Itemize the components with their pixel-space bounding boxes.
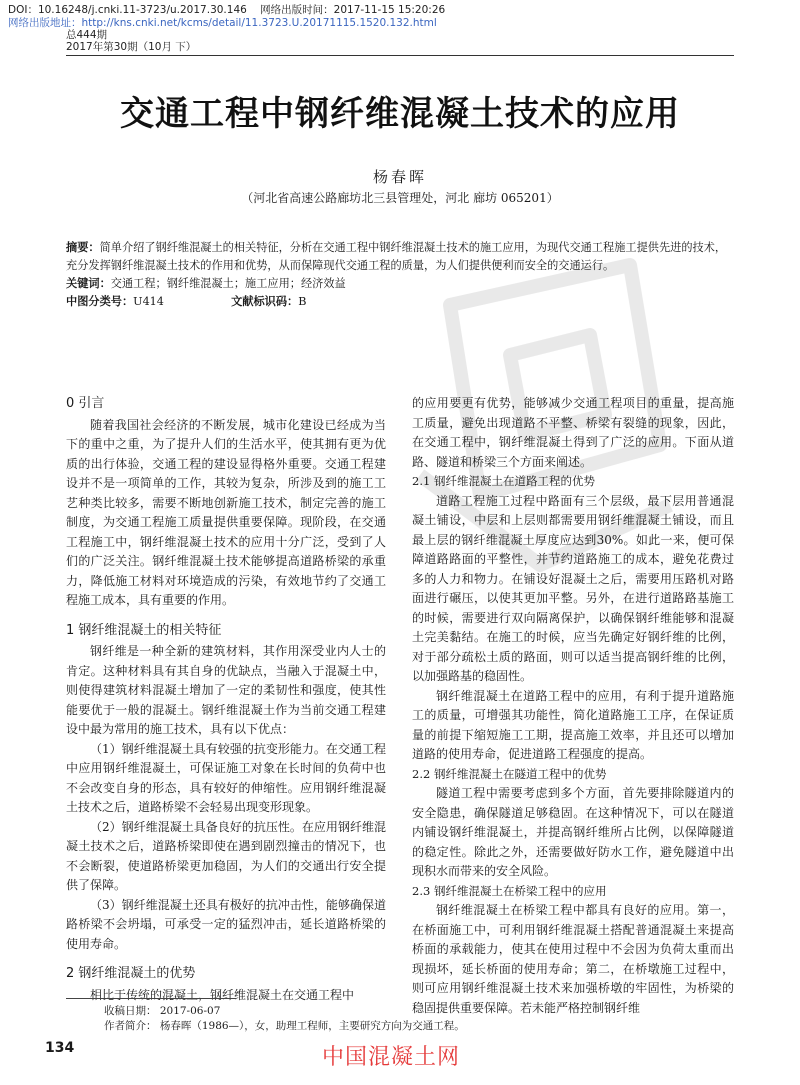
right-column (412, 394, 734, 1018)
section-2-3-heading: 2.3 钢纤维混凝土在桥梁工程中的应用 (412, 883, 607, 898)
section-1-heading: 1 钢纤维混凝土的相关特征 (66, 622, 222, 638)
section-2-heading: 2 钢纤维混凝土的优势 (66, 966, 196, 981)
doc-code-label: 文献标识码： (231, 295, 299, 308)
header-url-line (8, 17, 437, 29)
paragraph: 道路工程施工过程中路面有三个层级，最下层用普通混凝土铺设，中层和上层则都需要用钢纤维混凝土铺设，而且最上层的钢纤维混凝土厚度应达到30%。如此一来，便可保障道路路面的平整性，并节约道路施工的成本，避免花费过多的人力和物力。在铺设好混凝土之后，需要用压路机对路面进行碾压，以使其更加平整。另外，在进行道路路基施工的时候，需要进行双向隔离保护，以确保钢纤维能够和混凝土完美黏结。在施工的时候，应当先确定好钢纤维的比例，对于部分疏松土质的路面，则可以适当提高钢纤维的比例，以加强路基的稳固性。 (412, 493, 734, 683)
paragraph: 随着我国社会经济的不断发展，城市化建设已经成为当下的重中之重，为了提升人们的生活水平，使其拥有更为优质的出行体验，交通工程的建设显得格外重要。交通工程建设并不是一项简单的工作，其较为复杂，所涉及到的施工工艺种类比较多，需要不断地创新施工技术，制定完善的施工制度，为交通工程施工质量提供重要保障。现阶段，在交通工程施工中，钢纤维混凝土技术的应用十分广泛，受到了人们的广泛关注。钢纤维混凝土技术能够提高道路桥梁的承重力，降低施工材料对环境造成的污染，有效地节约了交通工程施工成本，具有重要的作用。 (66, 417, 386, 607)
abstract-block (66, 239, 734, 311)
issue-info: 2017年第30期（10月 下） (66, 41, 197, 53)
clc-label: 中图分类号： (66, 295, 134, 308)
online-url-link[interactable]: http://kns.cnki.net/kcms/detail/11.3723.U.20171115.1520.132.html (81, 17, 437, 29)
paragraph: （2）钢纤维混凝土具备良好的抗压性。在应用钢纤维混凝土技术之后，道路桥梁即使在遇到剧烈撞击的情况下，也不会断裂，使道路桥梁更加稳固，为人们的交通出行安全提供了保障。 (66, 819, 386, 892)
paragraph: （1）钢纤维混凝土具有较强的抗变形能力。在交通工程中应用钢纤维混凝土，可保证施工对象在长时间的负荷中也不会改变自身的形态，具有较好的伸缩性。应用钢纤维混凝土技术之后，道路桥梁不会轻易出现变形现象。 (66, 741, 386, 814)
header-doi-line (8, 4, 445, 16)
url-label: 网络出版地址： (8, 17, 82, 29)
paragraph: 隧道工程中需要考虑到多个方面，首先要排除隧道内的安全隐患，确保隧道足够稳固。在这种情况下，可以在隧道内铺设钢纤维混凝土，并提高钢纤维所占比例，以保障隧道的稳定性。除此之外，还需要做好防水工作，避免隧道中出现积水而带来的安全风险。 (412, 786, 734, 878)
abstract-text: 简单介绍了钢纤维混凝土的相关特征，分析在交通工程中钢纤维混凝土技术的施工应用，为现代交通工程施工提供先进的技术，充分发挥钢纤维混凝土技术的作用和优势，从而保障现代交通工程的质量，为人们提供便利而安全的交通运行。 (66, 241, 727, 272)
total-issue: 总444期 (66, 29, 108, 41)
section-2-2-heading: 2.2 钢纤维混凝土在隧道工程中的优势 (412, 766, 607, 781)
paragraph: 钢纤维是一种全新的建筑材料，其作用深受业内人士的肯定。这种材料具有其自身的优缺点，当融入于混凝土中，则使得建筑材料混凝土增加了一定的柔韧性和强度，使其性能要优于一般的混凝土。钢纤维混凝土作为当前交通工程建设中最为常用的施工技术，具有以下优点： (66, 644, 386, 736)
article-title: 交通工程中钢纤维混凝土技术的应用 (120, 94, 680, 134)
keywords-text: 交通工程；钢纤维混凝土；施工应用；经济效益 (110, 277, 346, 290)
paragraph: （3）钢纤维混凝土还具有极好的抗冲击性，能够确保道路桥梁不会坍塌，可承受一定的猛烈冲击，延长道路桥梁的使用寿命。 (66, 897, 386, 951)
footnote-bio: 作者简介： 杨春晖（1986—），女，助理工程师，主要研究方向为交通工程。 (104, 1020, 465, 1032)
doi: DOI：10.16248/j.cnki.11-3723/u.2017.30.146 (8, 4, 247, 16)
keywords-label: 关键词： (66, 277, 111, 290)
page-number: 134 (45, 1040, 75, 1056)
header-rule (66, 55, 734, 56)
paragraph: 钢纤维混凝土在道路工程中的应用，有利于提升道路施工的质量，可增强其功能性，简化道路施工工序，在保证质量的前提下缩短施工工期，提高施工效率，并且还可以增加道路的使用寿命，促进道路工程强度的提高。 (412, 688, 734, 761)
left-column (66, 394, 386, 1005)
classification-line (66, 293, 734, 311)
author-name: 杨春晖 (372, 168, 427, 186)
site-watermark: 中国混凝土网 (322, 1045, 461, 1070)
publication-time: 网络出版时间：2017-11-15 15:20:26 (260, 4, 446, 16)
doc-code-value: B (298, 295, 307, 308)
footnote-received: 收稿日期： 2017-06-07 (104, 1005, 221, 1017)
paragraph: 相比于传统的混凝土，钢纤维混凝土在交通工程中 (90, 987, 355, 1002)
section-0-heading: 0 引言 (66, 396, 105, 411)
clc-value: U414 (133, 295, 164, 308)
paragraph-continued: 的应用要更有优势，能够减少交通工程项目的重量，提高施工质量，避免出现道路不平整、桥梁有裂缝的现象，因此，在交通工程中，钢纤维混凝土得到了广泛的应用。下面从道路、隧道和桥梁三个方面来阐述。 (412, 396, 734, 469)
footnote-rule (66, 998, 236, 999)
abstract (66, 239, 734, 275)
section-2-1-heading: 2.1 钢纤维混凝土在道路工程的优势 (412, 474, 595, 488)
abstract-label: 摘要： (66, 241, 100, 254)
paragraph: 钢纤维混凝土在桥梁工程中都具有良好的应用。第一，在桥面施工中，可利用钢纤维混凝土搭配普通混凝土来提高桥面的承载能力，使其在使用过程中不会因为负荷太重而出现损坏，延长桥面的使用寿命；第二，在桥墩施工过程中，则可应用钢纤维混凝土技术来加强桥墩的牢固性，为桥梁的稳固提供重要保障。若未能严格控制钢纤维 (412, 903, 734, 1015)
author-affiliation: （河北省高速公路廊坊北三县管理处，河北 廊坊 065201） (241, 191, 559, 205)
keywords (66, 275, 734, 293)
